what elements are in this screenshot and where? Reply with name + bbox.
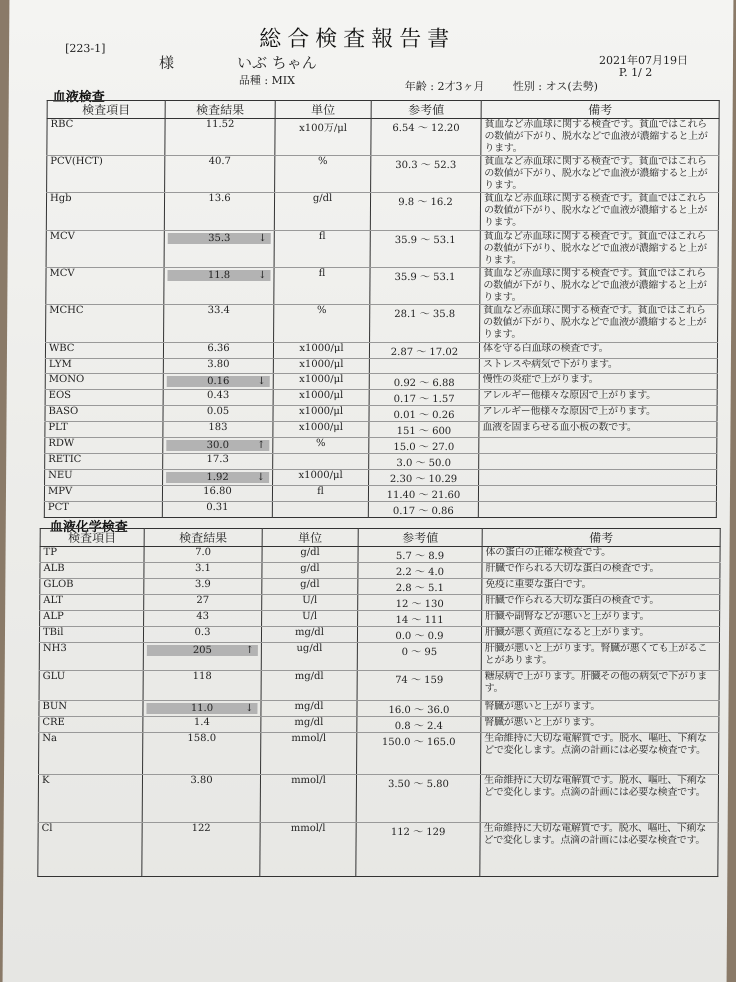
reference-cell: 14 ～ 111: [358, 611, 482, 627]
note-cell: 生命維持に大切な電解質です。脱水、嘔吐、下痢などで変化します。点滴の計画には必要な検査です。: [480, 823, 718, 877]
note-cell: 免疫に重要な蛋白です。: [482, 579, 720, 595]
table-row: [39, 717, 719, 733]
report-date: 2021年07月19日: [598, 54, 689, 67]
item-cell: PCT: [44, 502, 162, 518]
item-cell: MCV: [46, 268, 164, 305]
reference-cell: [369, 359, 479, 374]
abnormal-arrow-icon: ↓: [245, 703, 254, 714]
result-cell: [164, 231, 274, 268]
result-value: 35.3: [208, 233, 231, 244]
note-cell: 体を守る白血球の検査です。: [479, 343, 717, 359]
result-value: 183: [208, 422, 228, 433]
result-cell: [144, 595, 262, 611]
item-cell: ALP: [40, 611, 144, 627]
result-cell: [163, 438, 273, 454]
item-cell: EOS: [45, 390, 163, 406]
result-cell: [163, 374, 273, 390]
unit-cell: [273, 454, 369, 470]
note-cell: 糖尿病で上がります。肝臓その他の病気で下がります。: [481, 671, 719, 701]
result-cell: [163, 359, 273, 374]
table-row: [47, 119, 719, 156]
unit-cell: U/l: [262, 595, 358, 611]
reference-cell: 16.0 ～ 36.0: [357, 701, 481, 717]
table-row: [40, 547, 720, 563]
result-cell: [163, 470, 273, 486]
col-unit: 単位: [262, 529, 358, 547]
unit-cell: x1000/μl: [273, 374, 369, 390]
reference-cell: 151 ～ 600: [369, 422, 479, 438]
result-cell: [165, 119, 275, 156]
item-cell: Hgb: [46, 193, 164, 231]
col-unit: 単位: [275, 101, 371, 119]
item-cell: RDW: [45, 438, 163, 454]
table-row: [45, 359, 717, 374]
report-paper: [3, 0, 734, 982]
col-result: 検査結果: [144, 529, 262, 547]
item-cell: BUN: [39, 701, 143, 717]
reference-cell: 3.50 ～ 5.80: [356, 775, 480, 823]
reference-cell: 30.3 ～ 52.3: [371, 156, 481, 193]
result-cell: [163, 422, 273, 438]
item-cell: MCV: [46, 231, 164, 268]
unit-cell: x1000/μl: [273, 470, 369, 486]
result-value: 3.80: [190, 775, 213, 786]
reference-cell: 0.92 ～ 6.88: [369, 374, 479, 390]
result-value: 27: [196, 595, 210, 606]
note-cell: アレルギー他様々な原因で上がります。: [479, 406, 717, 422]
result-value: 3.80: [207, 359, 230, 370]
item-cell: BASO: [45, 406, 163, 422]
blood-section-title: 血液検査: [52, 90, 105, 105]
reference-cell: 6.54 ～ 12.20: [371, 119, 481, 156]
note-cell: [478, 502, 716, 518]
note-cell: 血液を固まらせる血小板の数です。: [479, 422, 717, 438]
reference-cell: 11.40 ～ 21.60: [368, 486, 478, 502]
item-cell: RBC: [47, 119, 165, 156]
table-row: [40, 595, 720, 611]
reference-cell: 0.17 ～ 0.86: [368, 502, 478, 518]
honorific: 様: [158, 54, 175, 72]
unit-cell: fl: [274, 231, 370, 268]
unit-cell: mg/dl: [261, 671, 357, 701]
reference-cell: 0.0 ～ 0.9: [357, 627, 481, 643]
note-cell: 腎臓が悪いと上がります。: [481, 717, 719, 733]
table-row: [39, 733, 719, 775]
chem-section-title: 血液化学検査: [49, 520, 128, 535]
result-cell: [144, 579, 262, 595]
abnormal-arrow-icon: ↑: [256, 440, 266, 451]
note-cell: 肝臓や副腎などが悪いと上がります。: [482, 611, 720, 627]
unit-cell: g/dl: [262, 579, 358, 595]
result-value: 17.3: [206, 454, 229, 465]
item-cell: GLU: [39, 671, 143, 701]
reference-cell: 150.0 ～ 165.0: [357, 733, 481, 775]
table-row: [45, 470, 717, 486]
col-note: 備考: [481, 101, 719, 119]
item-cell: NEU: [45, 470, 163, 486]
abnormal-arrow-icon: ↓: [258, 270, 267, 281]
reference-cell: 112 ～ 129: [356, 823, 480, 877]
note-cell: 慢性の炎症で上がります。: [479, 374, 717, 390]
col-ref: 参考値: [371, 101, 481, 119]
reference-cell: 0.8 ～ 2.4: [357, 717, 481, 733]
report-id: [223-1]: [65, 42, 106, 55]
result-cell: [163, 343, 273, 359]
unit-cell: %: [275, 156, 371, 193]
result-value: 16.80: [203, 486, 232, 497]
col-ref: 参考値: [358, 529, 482, 547]
unit-cell: x1000/μl: [273, 343, 369, 359]
unit-cell: x100万/μl: [275, 119, 371, 156]
result-cell: [142, 775, 260, 823]
result-cell: [164, 268, 274, 305]
reference-cell: 2.30 ～ 10.29: [369, 470, 479, 486]
item-cell: RETIC: [45, 454, 163, 470]
table-row: [39, 701, 719, 717]
result-value: 0.16: [207, 376, 230, 387]
table-row: [44, 486, 716, 502]
note-cell: 肝臓で作られる大切な蛋白の検査です。: [482, 563, 720, 579]
table-row: [47, 156, 719, 193]
abnormal-result-highlight: [166, 472, 269, 483]
result-cell: [163, 406, 273, 422]
result-value: 0.31: [206, 502, 229, 513]
table-row: [46, 231, 718, 268]
unit-cell: mmol/l: [261, 733, 357, 775]
item-cell: MONO: [45, 374, 163, 390]
result-value: 158.0: [187, 733, 217, 744]
table-row: [38, 823, 718, 877]
unit-cell: x1000/μl: [273, 406, 369, 422]
item-cell: CRE: [39, 717, 143, 733]
table-row: [39, 627, 719, 643]
unit-cell: %: [274, 305, 370, 343]
result-cell: [163, 454, 273, 470]
table-row: [45, 454, 717, 470]
result-value: 7.0: [195, 547, 212, 558]
table-row: [45, 422, 717, 438]
table-header-row: [40, 529, 720, 547]
note-cell: 肝臓が悪く黄疸になると上がります。: [481, 627, 719, 643]
patient-name: いぶ ちゃん: [236, 54, 317, 72]
reference-cell: 28.1 ～ 35.8: [370, 305, 480, 343]
result-value: 11.52: [205, 119, 235, 130]
note-cell: [479, 470, 717, 486]
table-row: [44, 502, 716, 518]
abnormal-result-highlight: [167, 270, 270, 281]
reference-cell: 15.0 ～ 27.0: [369, 438, 479, 454]
reference-cell: 2.87 ～ 17.02: [369, 343, 479, 359]
result-value: 11.8: [207, 270, 231, 281]
item-cell: LYM: [45, 359, 163, 374]
unit-cell: g/dl: [262, 563, 358, 579]
unit-cell: g/dl: [262, 547, 358, 563]
unit-cell: ug/dl: [261, 643, 357, 671]
abnormal-arrow-icon: ↓: [258, 233, 267, 244]
result-value: 6.36: [207, 343, 230, 354]
item-cell: MCHC: [46, 305, 164, 343]
unit-cell: fl: [272, 486, 368, 502]
note-cell: アレルギー他様々な原因で上がります。: [479, 390, 717, 406]
table-row: [46, 268, 718, 305]
note-cell: [479, 438, 717, 454]
result-cell: [144, 547, 262, 563]
table-row: [45, 390, 717, 406]
unit-cell: mmol/l: [260, 775, 356, 823]
result-cell: [164, 305, 274, 343]
result-value: 205: [192, 645, 212, 656]
item-cell: TBil: [39, 627, 143, 643]
unit-cell: x1000/μl: [273, 390, 369, 406]
item-cell: PLT: [45, 422, 163, 438]
note-cell: 生命維持に大切な電解質です。脱水、嘔吐、下痢などで変化します。点滴の計画には必要な検査です。: [481, 733, 719, 775]
note-cell: 貧血など赤血球に関する検査です。貧血ではこれらの数値が下がり、脱水などで血液が濃縮すると上がります。: [480, 305, 718, 343]
note-cell: 貧血など赤血球に関する検査です。貧血ではこれらの数値が下がり、脱水などで血液が濃縮すると上がります。: [481, 156, 719, 193]
reference-cell: 5.7 ～ 8.9: [358, 547, 482, 563]
item-cell: GLOB: [40, 579, 144, 595]
reference-cell: 12 ～ 130: [358, 595, 482, 611]
result-value: 0.43: [206, 390, 230, 401]
reference-cell: 2.2 ～ 4.0: [358, 563, 482, 579]
result-cell: [143, 733, 261, 775]
item-cell: Cl: [38, 823, 142, 877]
table-row: [45, 438, 717, 454]
breed: 品種 : MIX: [238, 74, 296, 87]
reference-cell: 3.0 ～ 50.0: [369, 454, 479, 470]
age: 年齢 : 2才3ヶ月: [404, 80, 485, 93]
abnormal-result-highlight: [167, 376, 270, 387]
note-cell: 貧血など赤血球に関する検査です。貧血ではこれらの数値が下がり、脱水などで血液が濃縮すると上がります。: [481, 119, 719, 156]
item-cell: K: [38, 775, 142, 823]
note-cell: 肝臓が悪いと上がります。腎臓が悪くても上がることがあります。: [481, 643, 719, 671]
result-cell: [143, 643, 261, 671]
table-row: [45, 406, 717, 422]
note-cell: 腎臓が悪いと上がります。: [481, 701, 719, 717]
item-cell: NH3: [39, 643, 143, 671]
result-cell: [143, 701, 261, 717]
table-row: [45, 343, 717, 359]
item-cell: TP: [40, 547, 144, 563]
result-value: 0.05: [206, 406, 230, 417]
unit-cell: g/dl: [274, 193, 370, 231]
item-cell: PCV(HCT): [47, 156, 165, 193]
reference-cell: 74 ～ 159: [357, 671, 481, 701]
abnormal-arrow-icon: ↓: [256, 472, 266, 483]
result-cell: [142, 823, 260, 877]
result-cell: [162, 502, 272, 518]
result-value: 118: [192, 671, 212, 682]
unit-cell: mmol/l: [260, 823, 356, 877]
note-cell: 貧血など赤血球に関する検査です。貧血ではこれらの数値が下がり、脱水などで血液が濃縮すると上がります。: [480, 268, 718, 305]
page-number: P. 1/ 2: [618, 66, 653, 79]
blood-test-table: [44, 100, 720, 518]
abnormal-result-highlight: [168, 233, 271, 244]
note-cell: 貧血など赤血球に関する検査です。貧血ではこれらの数値が下がり、脱水などで血液が濃縮すると上がります。: [480, 193, 718, 231]
unit-cell: x1000/μl: [273, 422, 369, 438]
item-cell: ALB: [40, 563, 144, 579]
unit-cell: x1000/μl: [273, 359, 369, 374]
result-cell: [163, 390, 273, 406]
reference-cell: 0.01 ～ 0.26: [369, 406, 479, 422]
result-value: 33.4: [207, 305, 230, 316]
reference-cell: 2.8 ～ 5.1: [358, 579, 482, 595]
result-value: 13.6: [208, 193, 231, 204]
reference-cell: 9.8 ～ 16.2: [370, 193, 480, 231]
result-value: 1.92: [206, 472, 229, 483]
item-cell: WBC: [45, 343, 163, 359]
unit-cell: U/l: [262, 611, 358, 627]
note-cell: [478, 486, 716, 502]
reference-cell: 0.17 ～ 1.57: [369, 390, 479, 406]
abnormal-result-highlight: [147, 645, 258, 656]
table-row: [40, 563, 720, 579]
col-result: 検査結果: [165, 101, 275, 119]
table-row: [46, 193, 718, 231]
result-value: 1.4: [193, 717, 210, 728]
note-cell: 体の蛋白の正確な検査です。: [482, 547, 720, 563]
reference-cell: 35.9 ～ 53.1: [370, 231, 480, 268]
result-value: 11.0: [190, 703, 214, 714]
reference-cell: 0 ～ 95: [357, 643, 481, 671]
note-cell: 生命維持に大切な電解質です。脱水、嘔吐、下痢などで変化します。点滴の計画には必要な検査です。: [480, 775, 718, 823]
note-cell: ストレスや病気で下がります。: [479, 359, 717, 374]
abnormal-arrow-icon: ↓: [257, 376, 266, 387]
table-row: [38, 775, 718, 823]
col-note: 備考: [482, 529, 720, 547]
result-value: 3.1: [194, 563, 211, 574]
unit-cell: %: [273, 438, 369, 454]
item-cell: Na: [39, 733, 143, 775]
abnormal-arrow-icon: ↑: [245, 645, 254, 656]
result-cell: [162, 486, 272, 502]
report-title: 総合検査報告書: [259, 27, 456, 52]
table-row: [40, 611, 720, 627]
table-row: [45, 374, 717, 390]
result-value: 30.0: [206, 440, 229, 451]
result-cell: [144, 563, 262, 579]
result-cell: [144, 611, 262, 627]
result-value: 0.3: [194, 627, 211, 638]
table-row: [46, 305, 718, 343]
item-cell: ALT: [40, 595, 144, 611]
reference-cell: 35.9 ～ 53.1: [370, 268, 480, 305]
sex: 性別 : オス(去勢): [512, 80, 599, 93]
result-value: 122: [191, 823, 211, 834]
col-item: 検査項目: [47, 101, 165, 119]
result-value: 43: [196, 611, 210, 622]
result-cell: [143, 627, 261, 643]
table-row: [39, 643, 719, 671]
result-cell: [143, 671, 261, 701]
unit-cell: fl: [274, 268, 370, 305]
result-value: 40.7: [208, 156, 231, 167]
result-cell: [164, 193, 274, 231]
item-cell: MPV: [44, 486, 162, 502]
abnormal-result-highlight: [166, 440, 269, 451]
note-cell: [479, 454, 717, 470]
table-header-row: [47, 101, 719, 119]
result-cell: [165, 156, 275, 193]
note-cell: 肝臓で作られる大切な蛋白の検査です。: [482, 595, 720, 611]
note-cell: 貧血など赤血球に関する検査です。貧血ではこれらの数値が下がり、脱水などで血液が濃縮すると上がります。: [480, 231, 718, 268]
unit-cell: mg/dl: [261, 717, 357, 733]
unit-cell: mg/dl: [261, 701, 357, 717]
result-cell: [143, 717, 261, 733]
unit-cell: mg/dl: [261, 627, 357, 643]
table-row: [40, 579, 720, 595]
table-row: [39, 671, 719, 701]
result-value: 3.9: [194, 579, 211, 590]
abnormal-result-highlight: [146, 703, 257, 714]
chemistry-test-table: [37, 528, 720, 877]
unit-cell: [272, 502, 368, 518]
col-item: 検査項目: [40, 529, 144, 547]
